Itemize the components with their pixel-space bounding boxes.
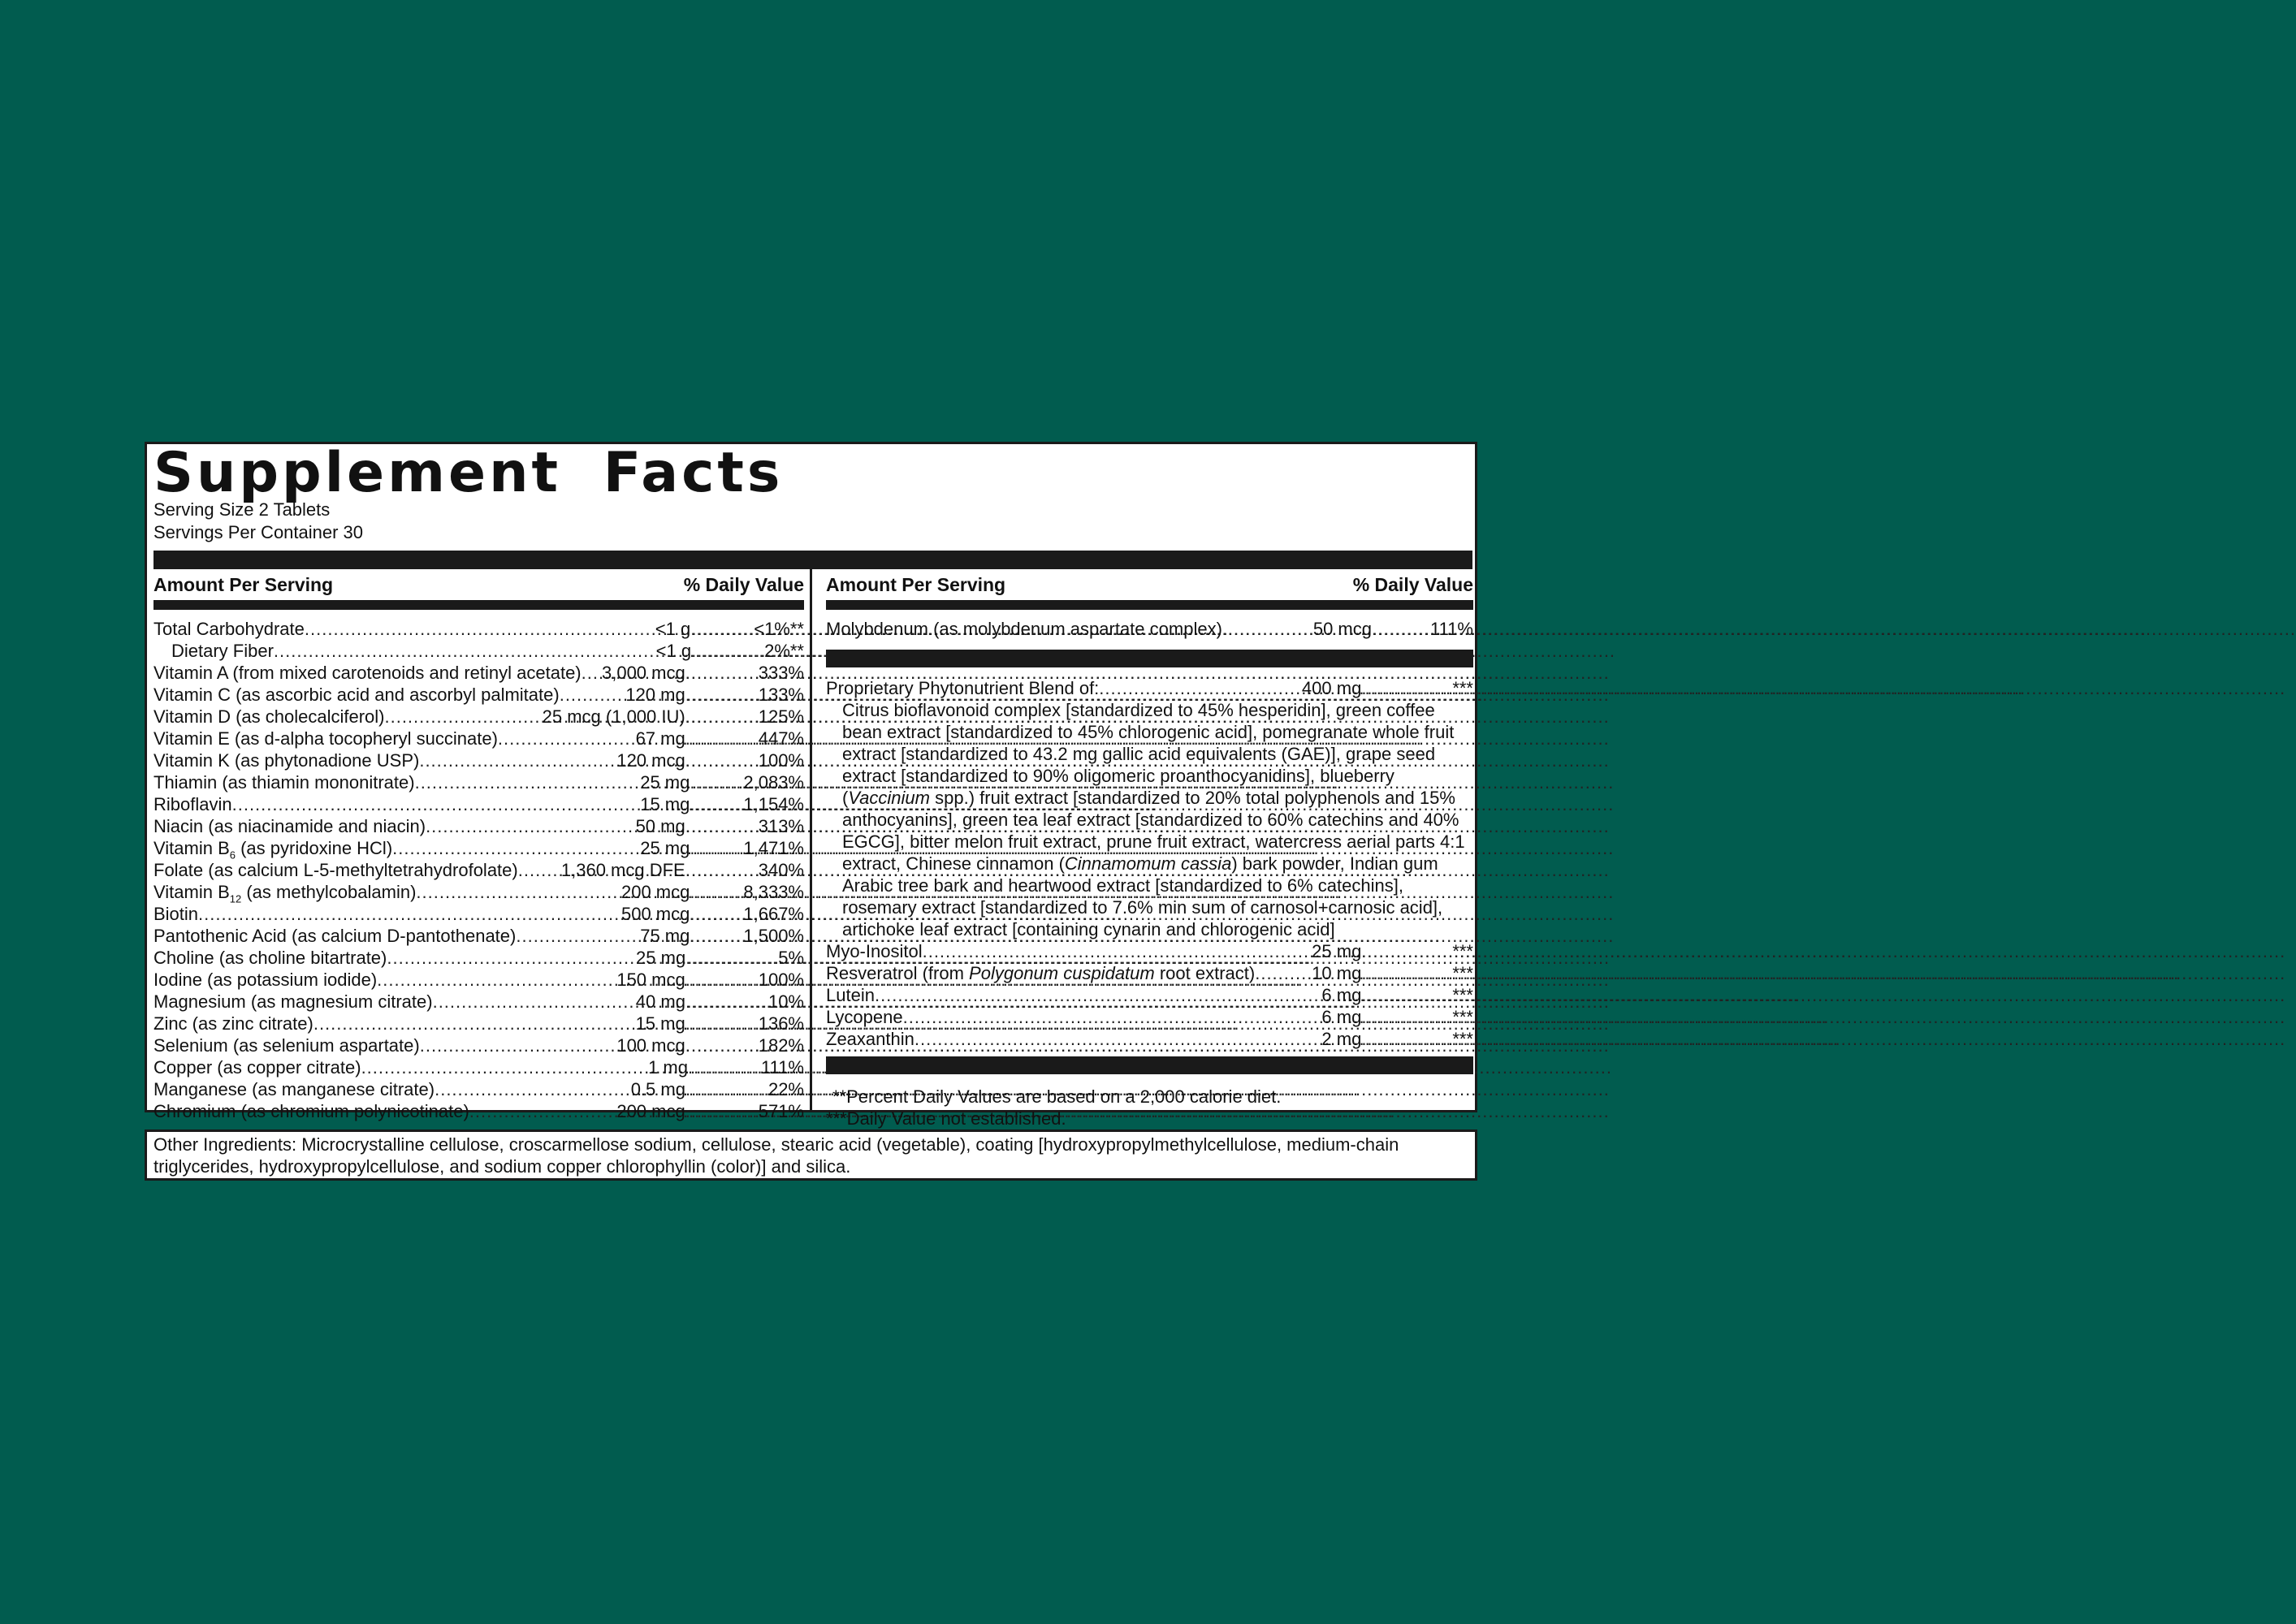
leader-dots — [435, 1078, 631, 1100]
blend-ingredients: Citrus bioflavonoid complex [standardized to 45% hesperidin], green coffee bean extract [standardized to 45% chlorogenic acid], pomegranate whole fruit extract [standardized to 43.2 mg gallic acid equivalents (GAE)], grape seed extract [standardized to 90% oligomeric proanthocyanidins], blueberry (Vaccinium spp.) fruit extract [standardized to 20% total polyphenols and 15% anthocyanins], green tea leaf extract [standardized to 60% catechins and 40% EGCG], bitter melon fruit extract, prune fruit extract, watercress aerial parts 4:1 extract, Chinese cinnamon (Cinnamomum cassia) bark powder, Indian gum Arabic tree bark and heartwood extract [standardized to 6% catechins], rosemary extract [standardized to 7.6% min sum of carnosol+carnosic acid], artichoke leaf extract [containing cynarin and chlorogenic acid] — [842, 700, 1465, 939]
leader-dots — [690, 903, 743, 925]
nutrient-amount: 15 mg — [640, 794, 690, 814]
leader-dots — [305, 618, 655, 640]
nutrient-name: Vitamin $B_{12}$ (as methylcobalamin) — [153, 882, 417, 905]
leader-dots — [685, 749, 759, 771]
section-rule — [826, 650, 1473, 667]
nutrient-name: Resveratrol (from Polygonum cuspidatum root extract) — [826, 963, 1256, 983]
nutrient-amount: 25 mg — [636, 948, 686, 968]
leader-dots — [1222, 618, 1313, 640]
leader-dots — [1361, 962, 1452, 984]
right-column-header — [826, 569, 1473, 600]
nutrient-row — [153, 706, 804, 728]
daily-value-label: % Daily Value — [683, 573, 804, 595]
nutrient-amount: <1 g — [655, 641, 692, 661]
amount-per-serving-label: Amount Per Serving — [153, 573, 334, 595]
leader-dots — [1361, 984, 1452, 1006]
nutrient-name: Pantothenic Acid (as calcium D-pantothenate) — [153, 926, 517, 946]
leader-dots — [426, 815, 636, 837]
nutrient-amount: 120 mcg — [616, 750, 685, 771]
nutrient-row — [826, 940, 1473, 962]
nutrient-row — [826, 618, 1473, 640]
nutrient-row — [153, 903, 804, 925]
nutrient-daily-value: 447% — [758, 728, 804, 749]
nutrient-row — [153, 640, 804, 662]
nutrient-amount: 0.5 mg — [630, 1079, 685, 1099]
nutrient-amount: 100 mcg — [616, 1035, 685, 1056]
nutrient-daily-value: 136% — [758, 1013, 804, 1034]
nutrient-name: Manganese (as manganese citrate) — [153, 1079, 435, 1099]
leader-dots — [198, 903, 621, 925]
nutrient-name: Folate (as calcium L-5-methyltetrahydrofolate) — [153, 860, 518, 880]
left-column-header — [153, 569, 804, 600]
nutrient-row — [153, 837, 804, 862]
nutrient-name: Zinc (as zinc citrate) — [153, 1013, 313, 1034]
nutrient-row — [153, 925, 804, 947]
nutrient-daily-value: *** — [1452, 941, 1473, 961]
leader-dots — [274, 640, 656, 662]
nutrient-row — [153, 749, 804, 771]
nutrient-amount: 1,360 mcg DFE — [560, 860, 685, 880]
leader-dots — [582, 662, 602, 684]
nutrient-name: Selenium (as selenium aspartate) — [153, 1035, 420, 1056]
nutrient-amount: 25 mg — [640, 838, 690, 858]
nutrient-name: Myo-Inositol — [826, 941, 923, 961]
nutrient-daily-value: 571% — [758, 1101, 804, 1121]
nutrient-daily-value: 1,500% — [743, 926, 804, 946]
amount-per-serving-label: Amount Per Serving — [826, 573, 1006, 595]
nutrient-daily-value: 313% — [758, 816, 804, 836]
leader-dots — [875, 984, 1321, 1006]
nutrient-amount: 40 mg — [635, 991, 685, 1012]
nutrient-row — [153, 684, 804, 706]
footnote-dv-not-established: ***Daily Value not established. — [826, 1108, 1066, 1129]
leader-dots — [232, 793, 641, 815]
nutrient-name: Zeaxanthin — [826, 1029, 915, 1049]
leader-dots — [685, 1078, 768, 1100]
nutrient-name: Copper (as copper citrate) — [153, 1057, 361, 1078]
daily-value-label: % Daily Value — [1352, 573, 1473, 595]
nutrient-row — [153, 793, 804, 815]
leader-dots — [1361, 677, 1452, 699]
nutrient-daily-value: 5% — [778, 948, 804, 968]
leader-dots — [1255, 962, 1312, 984]
nutrient-amount: 10 mg — [1312, 963, 1362, 983]
leader-dots — [690, 793, 743, 815]
nutrient-row — [153, 662, 804, 684]
nutrient-amount: 150 mcg — [616, 970, 685, 990]
left-header-rule — [153, 600, 804, 610]
leader-dots — [685, 815, 759, 837]
leader-dots — [685, 947, 778, 969]
leader-dots — [469, 1100, 617, 1122]
leader-dots — [685, 859, 759, 881]
nutrient-name: Thiamin (as thiamin mononitrate) — [153, 772, 415, 793]
nutrient-name: Iodine (as potassium iodide) — [153, 970, 378, 990]
supplement-facts-panel — [145, 441, 1477, 1129]
nutrient-daily-value: *** — [1452, 1007, 1473, 1027]
nutrient-daily-value: 111% — [1429, 619, 1473, 639]
nutrient-daily-value: 125% — [758, 706, 804, 727]
leader-dots — [903, 1006, 1322, 1028]
nutrient-amount: 3,000 mcg — [601, 663, 685, 683]
nutrient-name: Vitamin E (as d-alpha tocopheryl succinate) — [153, 728, 498, 749]
leader-dots — [685, 728, 759, 749]
panel-title: Supplement Facts — [153, 441, 784, 505]
nutrient-daily-value: *** — [1452, 1029, 1473, 1049]
nutrient-name: Choline (as choline bitartrate) — [153, 948, 387, 968]
nutrient-amount: 120 mg — [625, 685, 685, 705]
nutrient-row — [153, 1078, 804, 1100]
leader-dots — [1361, 1028, 1452, 1050]
nutrient-name: Molybdenum (as molybdenum aspartate complex) — [826, 619, 1222, 639]
header-rule — [153, 551, 1472, 569]
nutrient-name: Vitamin $B_6$ (as pyridoxine HCl) — [153, 838, 393, 862]
blend-daily-value: *** — [1452, 678, 1473, 698]
nutrient-daily-value: 8,333% — [743, 882, 804, 902]
leader-dots — [915, 1028, 1322, 1050]
leader-dots — [685, 1034, 759, 1056]
nutrient-row — [153, 728, 804, 749]
nutrient-row — [826, 1028, 1473, 1050]
nutrient-amount: 25 mg — [1312, 941, 1362, 961]
nutrient-amount: 25 mcg (1,000 IU) — [542, 706, 685, 727]
right-header-rule — [826, 600, 1473, 610]
leader-dots — [420, 1034, 617, 1056]
leader-dots — [690, 837, 743, 859]
leader-dots — [518, 859, 561, 881]
nutrient-name: Magnesium (as magnesium citrate) — [153, 991, 433, 1012]
right-nutrient-list — [826, 618, 1473, 1129]
leader-dots — [377, 969, 616, 991]
nutrient-daily-value: 340% — [758, 860, 804, 880]
nutrient-amount: 200 mcg — [620, 882, 690, 902]
leader-dots — [416, 881, 621, 903]
leader-dots — [685, 662, 759, 684]
nutrient-name: Lutein — [826, 985, 875, 1005]
nutrient-amount: 200 mcg — [616, 1101, 685, 1121]
nutrient-row — [153, 1013, 804, 1034]
leader-dots — [1361, 940, 1452, 962]
nutrient-row — [153, 991, 804, 1013]
nutrient-daily-value: 333% — [758, 663, 804, 683]
leader-dots — [392, 837, 640, 859]
nutrient-row — [153, 1034, 804, 1056]
nutrient-daily-value: 1,154% — [743, 794, 804, 814]
leader-dots — [923, 940, 1312, 962]
nutrient-amount: 15 mg — [635, 1013, 685, 1034]
nutrient-name: Dietary Fiber — [171, 641, 274, 661]
nutrient-name: Lycopene — [826, 1007, 903, 1027]
leader-dots — [690, 881, 743, 903]
left-nutrient-list — [153, 618, 804, 1122]
leader-dots — [387, 947, 636, 969]
leader-dots — [498, 728, 636, 749]
blend-name: Proprietary Phytonutrient Blend of: — [826, 678, 1100, 698]
nutrient-name: Chromium (as chromium polynicotinate) — [153, 1101, 469, 1121]
nutrient-amount: 67 mg — [635, 728, 685, 749]
nutrient-daily-value: 100% — [758, 970, 804, 990]
serving-size: Serving Size 2 Tablets — [153, 499, 331, 520]
nutrient-daily-value: 182% — [758, 1035, 804, 1056]
nutrient-name: Vitamin A (from mixed carotenoids and retinyl acetate) — [153, 663, 582, 683]
nutrient-name: Niacin (as niacinamide and niacin) — [153, 816, 426, 836]
nutrient-amount: 1 mg — [648, 1057, 688, 1078]
nutrient-daily-value: *** — [1452, 985, 1473, 1005]
nutrient-daily-value: 1,667% — [743, 904, 804, 924]
nutrient-row — [153, 1056, 804, 1078]
leader-dots — [361, 1056, 649, 1078]
nutrient-daily-value: <1%** — [754, 619, 804, 639]
nutrient-amount: 6 mg — [1321, 1007, 1362, 1027]
nutrient-amount: 500 mcg — [620, 904, 690, 924]
nutrient-amount: 6 mg — [1321, 985, 1362, 1005]
nutrient-amount: 75 mg — [640, 926, 690, 946]
leader-dots — [690, 925, 743, 947]
nutrient-row — [826, 984, 1473, 1006]
leader-dots — [419, 749, 616, 771]
nutrient-row — [153, 947, 804, 969]
nutrient-daily-value: 1,471% — [743, 838, 804, 858]
nutrient-daily-value: 22% — [767, 1079, 804, 1099]
nutrient-name: Vitamin D (as cholecalciferol) — [153, 706, 385, 727]
nutrient-daily-value: *** — [1452, 963, 1473, 983]
leader-dots — [1361, 1006, 1452, 1028]
leader-dots — [516, 925, 640, 947]
nutrient-daily-value: 10% — [767, 991, 804, 1012]
leader-dots — [560, 684, 626, 706]
nutrient-amount: <1 g — [655, 619, 691, 639]
other-ingredients: Other Ingredients: Microcrystalline cellulose, croscarmellose sodium, cellulose, stearic acid (vegetable), coating [hydroxypropylmethylcellulose, medium-chain triglycerides, hydroxypropylcellulose, and sodium copper chlorophyllin (color)] and silica. — [145, 1129, 1477, 1181]
nutrient-daily-value: 100% — [758, 750, 804, 771]
leader-dots — [433, 991, 636, 1013]
leader-dots — [685, 991, 768, 1013]
leader-dots — [690, 771, 743, 793]
leader-dots — [1099, 677, 1302, 699]
leader-dots — [685, 1100, 759, 1122]
leader-dots — [313, 1013, 636, 1034]
leader-dots — [688, 1056, 761, 1078]
nutrient-row — [153, 1100, 804, 1122]
nutrient-name: Biotin — [153, 904, 199, 924]
nutrient-row — [153, 618, 804, 640]
servings-per-container: Servings Per Container 30 — [153, 522, 364, 542]
nutrient-row — [153, 881, 804, 903]
leader-dots — [415, 771, 641, 793]
nutrient-row — [826, 962, 1473, 984]
right-column — [826, 569, 1473, 1129]
leader-dots — [685, 1013, 759, 1034]
nutrient-daily-value: 133% — [758, 685, 804, 705]
nutrient-name: Riboflavin — [153, 794, 232, 814]
leader-dots — [1372, 618, 1430, 640]
blend-row — [826, 677, 1473, 699]
nutrient-row — [153, 859, 804, 881]
section-rule — [826, 1056, 1473, 1074]
nutrient-amount: 2 mg — [1321, 1029, 1362, 1049]
leader-dots — [690, 618, 754, 640]
nutrient-amount: 50 mcg — [1312, 619, 1372, 639]
nutrient-row — [153, 969, 804, 991]
leader-dots — [685, 706, 759, 728]
nutrient-name: Vitamin C (as ascorbic acid and ascorbyl palmitate) — [153, 685, 560, 705]
nutrient-amount: 25 mg — [640, 772, 690, 793]
blend-amount: 400 mg — [1301, 678, 1362, 698]
footnote-percent-dv: **Percent Daily Values are based on a 2,000 calorie diet. — [832, 1086, 1282, 1107]
left-column — [153, 569, 804, 1122]
leader-dots — [384, 706, 542, 728]
nutrient-daily-value: 111% — [760, 1057, 804, 1078]
nutrient-name: Total Carbohydrate — [153, 619, 305, 639]
nutrient-name: Vitamin K (as phytonadione USP) — [153, 750, 420, 771]
leader-dots — [691, 640, 764, 662]
nutrient-daily-value: 2,083% — [743, 772, 804, 793]
nutrient-row — [153, 815, 804, 837]
leader-dots — [685, 969, 759, 991]
nutrient-row — [826, 1006, 1473, 1028]
nutrient-row — [153, 771, 804, 793]
nutrient-daily-value: 2%** — [764, 641, 804, 661]
nutrient-amount: 50 mg — [635, 816, 685, 836]
leader-dots — [685, 684, 759, 706]
